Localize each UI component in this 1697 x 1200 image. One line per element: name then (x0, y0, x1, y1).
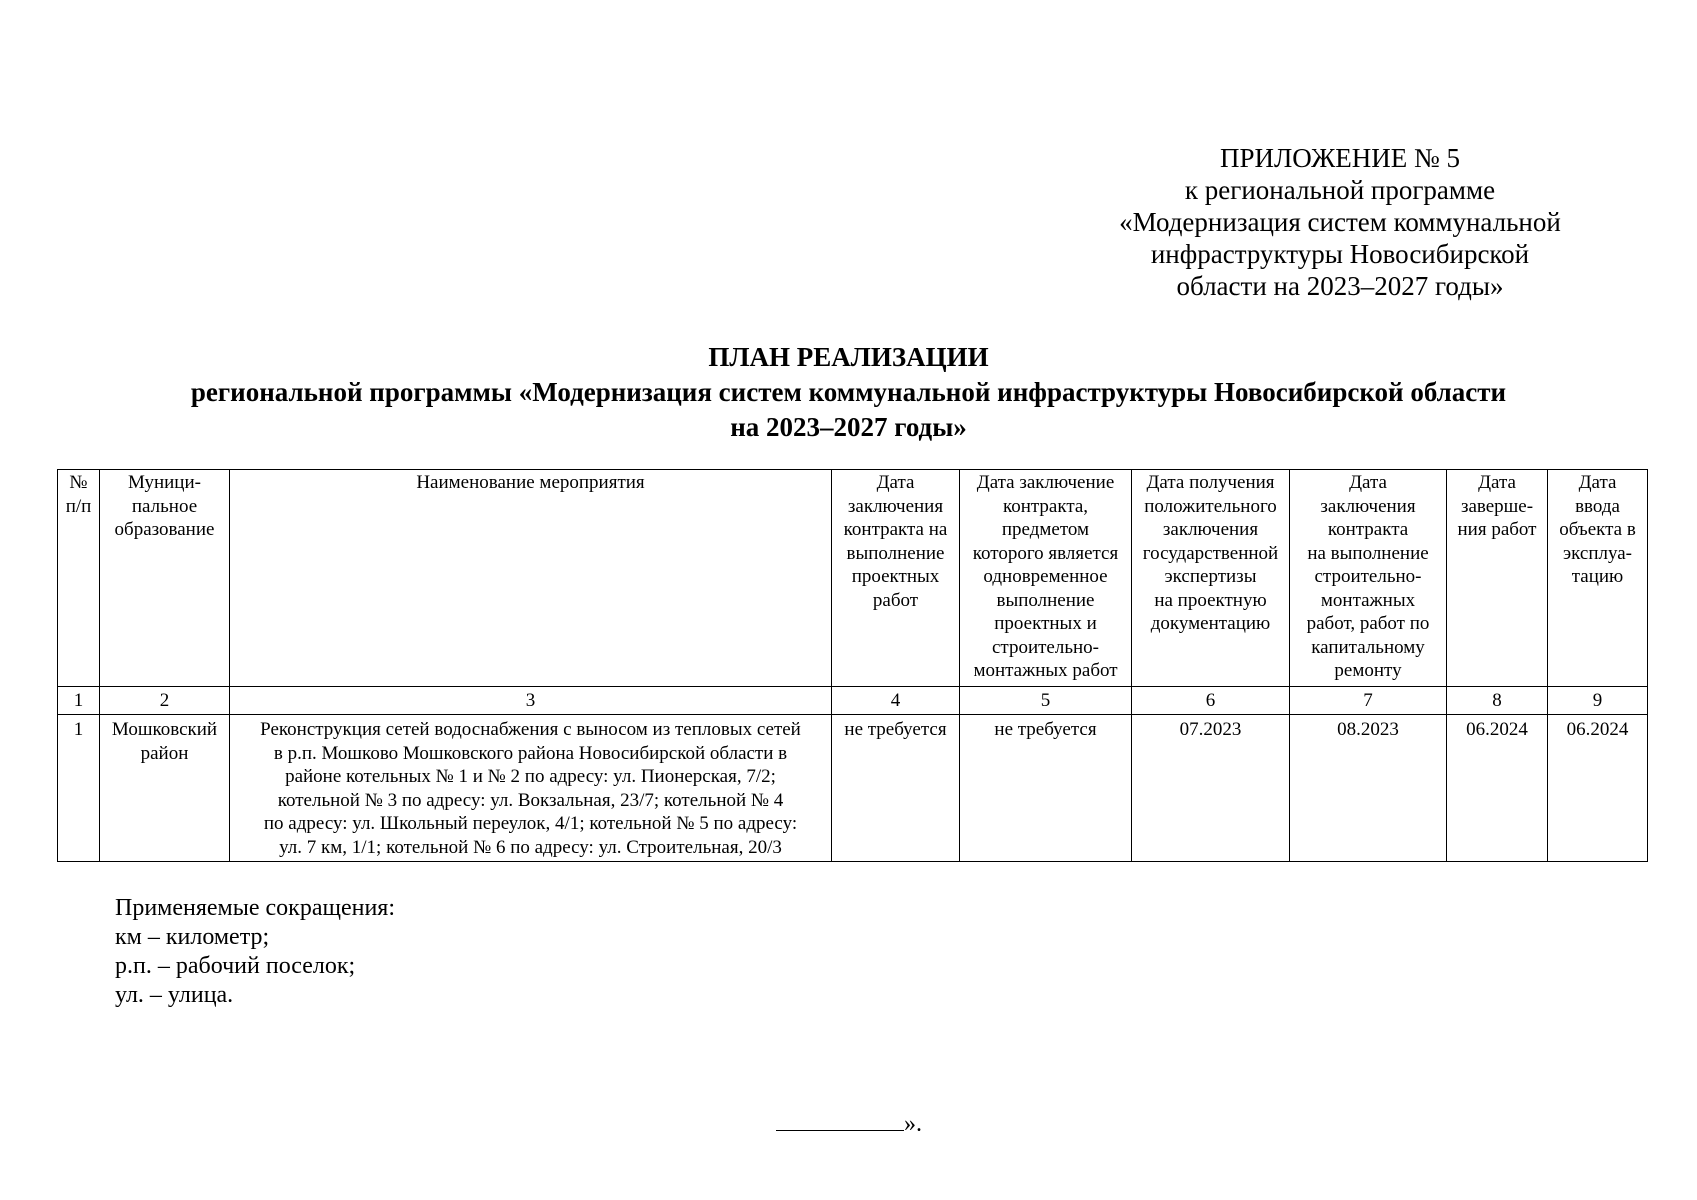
header-cell: Дата получения положительного заключения государственной экспертизы на проектную документацию (1132, 470, 1290, 687)
appendix-line: к региональной программе (1184, 175, 1496, 205)
table-cell: 1 (58, 715, 100, 862)
header-cell: Дата заверше- ния работ (1447, 470, 1548, 687)
table-header-row (58, 470, 1648, 687)
table-body (58, 715, 1648, 862)
column-number-row (58, 687, 1648, 715)
header-cell: № п/п (58, 470, 100, 687)
title-line: региональной программы «Модернизация систем коммунальной инфраструктуры Новосибирской области (190, 377, 1507, 407)
column-number-cell: 9 (1548, 687, 1648, 715)
table-cell: 08.2023 (1290, 715, 1447, 862)
table-cell: Мошковский район (100, 715, 230, 862)
column-number-cell: 7 (1290, 687, 1447, 715)
header-cell: Дата заключения контракта на выполнение строительно- монтажных работ, работ по капитальному ремонту (1290, 470, 1447, 687)
table-cell: 06.2024 (1447, 715, 1548, 862)
abbreviation-item: ул. – улица. (115, 982, 234, 1008)
table-cell: Реконструкция сетей водоснабжения с выносом из тепловых сетей в р.п. Мошково Мошковского района Новосибирской области в районе котельных № 1 и № 2 по адресу: ул. Пионерская, 7/2; котельной № 3 по адресу: ул. Вокзальная, 23/7; котельной № 4 по адресу: ул. Школьный переулок, 4/1; котельной № 5 по адресу: ул. 7 км, 1/1; котельной № 6 по адресу: ул. Строительная, 20/3 (230, 715, 832, 862)
table-cell: не требуется (960, 715, 1132, 862)
abbreviation-item: р.п. – рабочий поселок; (115, 953, 356, 979)
column-number-cell: 4 (832, 687, 960, 715)
implementation-plan-table (57, 469, 1648, 862)
header-cell: Дата заключения контракта на выполнение проектных работ (832, 470, 960, 687)
appendix-block (1080, 142, 1600, 302)
abbreviations-heading: Применяемые сокращения: (115, 895, 396, 921)
table-row (58, 715, 1648, 862)
blank-line (776, 1108, 904, 1131)
appendix-line: «Модернизация систем коммунальной (1119, 207, 1561, 237)
closing-mark (776, 1108, 922, 1138)
header-cell: Муници- пальное образование (100, 470, 230, 687)
table-cell: 07.2023 (1132, 715, 1290, 862)
title-line: ПЛАН РЕАЛИЗАЦИИ (708, 342, 989, 372)
table-cell: 06.2024 (1548, 715, 1648, 862)
column-number-cell: 6 (1132, 687, 1290, 715)
header-cell: Наименование мероприятия (230, 470, 832, 687)
header-cell: Дата ввода объекта в эксплуа- тацию (1548, 470, 1648, 687)
appendix-line: инфраструктуры Новосибирской (1150, 239, 1530, 269)
abbreviation-item: км – километр; (115, 924, 270, 950)
appendix-line: ПРИЛОЖЕНИЕ № 5 (1219, 143, 1461, 173)
column-number-cell: 1 (58, 687, 100, 715)
column-number-cell: 8 (1447, 687, 1548, 715)
title-line: на 2023–2027 годы» (730, 412, 967, 442)
column-number-cell: 5 (960, 687, 1132, 715)
header-cell: Дата заключение контракта, предметом которого является одновременное выполнение проектных и строительно- монтажных работ (960, 470, 1132, 687)
abbreviations-block (115, 894, 395, 1010)
column-number-cell: 2 (100, 687, 230, 715)
appendix-line: области на 2023–2027 годы» (1176, 271, 1504, 301)
column-number-cell: 3 (230, 687, 832, 715)
closing-quote: ». (904, 1111, 922, 1137)
document-title (0, 340, 1697, 445)
table-cell: не требуется (832, 715, 960, 862)
